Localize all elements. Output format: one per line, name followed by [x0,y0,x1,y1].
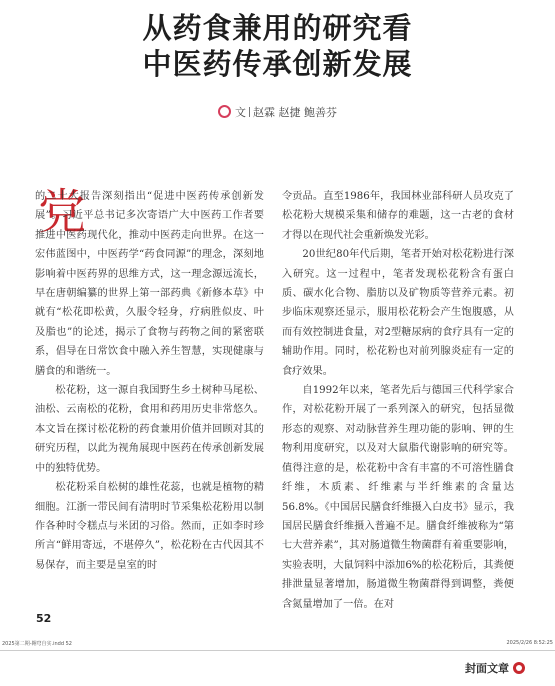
paragraph: 松花粉采自松树的雄性花蕊，也就是植物的精细胞。江浙一带民间有清明时节采集松花粉用以制作各种时令糕点与米团的习俗。然而，正如李时珍所言“鲜用寄远，不堪停久”，松花粉在古代因其不易保存，而主要是皇室的时 [35,482,264,571]
page-number: 52 [36,612,52,625]
article-title-line2: 中医药传承创新发展 [142,47,413,81]
byline-divider [249,107,250,117]
paragraph: 令贡品。直至1986年，我国林业部科研人员攻克了松花粉大规模采集和储存的难题，这一古老的食材才得以在现代社会重新焕发光彩。 [282,191,514,241]
footer-divider [0,650,555,651]
paragraph: 20世纪80年代后期，笔者开始对松花粉进行深入研究。这一过程中，笔者发现松花粉含有蛋白质、碳水化合物、脂肪以及矿物质等营养元素。初步临床观察还显示，服用松花粉会产生饱腹感，从而有效控制进食量，对2型糖尿病的食疗具有一定的辅助作用。同时，松花粉也对前列腺炎症有一定的食疗效果。 [282,249,514,377]
section-label [465,660,525,676]
byline-authors: 赵霖 赵捷 鲍善芬 [253,106,337,119]
paragraph: 自1992年以来，笔者先后与德国三代科学家合作，对松花粉开展了一系列深入的研究，包括显微形态的观察、对动脉营养生理功能的影响、钾的生物利用度研究，以及对大鼠脂代谢影响的研究等。值得注意的是，松花粉中含有丰富的不可溶性膳食纤维，木质素、纤维素与半纤维素的含量达56.8%。《中国居民膳食纤维摄入白皮书》显示，我国居民膳食纤维摄入普遍不足。膳食纤维被称为“第七大营养素”，其对肠道微生物菌群有着重要影响，实验表明，大鼠饲料中添加6%的松花粉后，其粪便排泄量显著增加，肠道微生物菌群得到调整，粪便含氮量增加了一倍。在对 [282,385,514,610]
byline [0,104,555,120]
section-label-text: 封面文章 [465,662,509,675]
left-column [35,184,264,575]
article-title-line1: 从药食兼用的研究看 [142,11,413,45]
section-logo-icon [513,662,525,674]
paragraph: 松花粉，这一源自我国野生乡土树种马尾松、油松、云南松的花粉，食用和药用历史非常悠久。本文旨在探讨松花粉的药食兼用价值并回顾对其的研究历程，以此为视角展现中医药在传承创新发展中的独特优势。 [35,385,264,474]
paragraph: 的二十大报告深刻指出“促进中医药传承创新发展”。习近平总书记多次寄语广大中医药工作者要推进中医药现代化，推动中医药走向世界。在这一宏伟蓝图中，中医药学“药食同源”的理念，深刻地影响着中医药界的思维方式，这一理念源远流长，早在唐朝编纂的世界上第一部药典《新修本草》中就有“松花即松黄，久服令轻身，疗病胜似皮、叶及脂也”的论述，揭示了食物与药物之间的紧密联系，倡导在日常饮食中融入养生智慧，实现健康与膳食的和谐统一。 [35,191,264,377]
ring-icon [218,105,231,118]
byline-prefix: 文 [235,106,246,119]
right-column [282,187,514,614]
drop-cap: 党 [37,184,86,240]
print-info-left: 2025第二期-翱穹自实.indd 52 [2,641,72,647]
print-info-right: 2025/2/26 8:52:25 [506,640,553,646]
